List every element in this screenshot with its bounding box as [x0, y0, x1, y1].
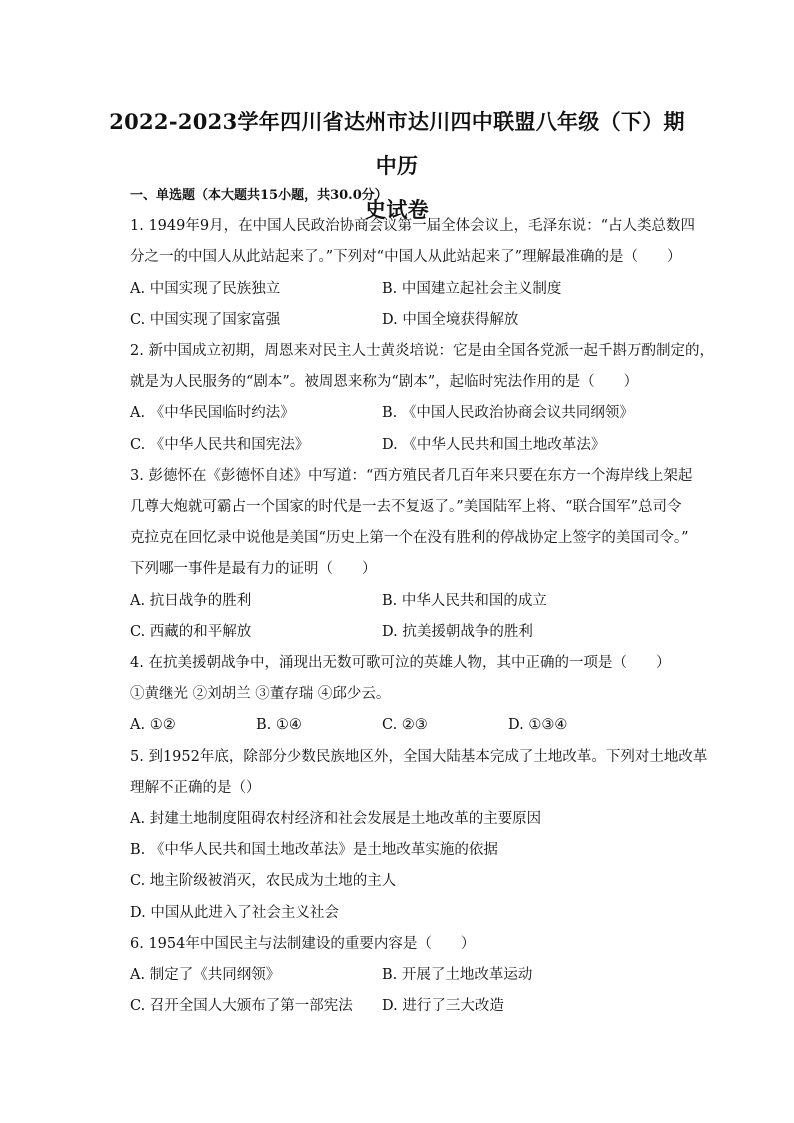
question-1-option-d: D. 中国全境获得解放	[382, 312, 519, 328]
question-4-option-d: D. ①③④	[508, 717, 568, 733]
question-4-option-c: C. ②③	[382, 717, 428, 733]
question-4-stem-line-2: ①黄继光 ②刘胡兰 ③董存瑞 ④邱少云。	[130, 686, 391, 702]
question-5-stem-line-2: 理解不正确的是（）	[130, 780, 261, 796]
question-3-option-c: C. 西藏的和平解放	[130, 624, 252, 640]
question-6-stem-line-1: 6. 1954年中国民主与法制建设的重要内容是（ ）	[130, 936, 476, 952]
page-title	[100, 100, 694, 232]
question-3-option-d: D. 抗美援朝战争的胜利	[382, 624, 533, 640]
question-6-option-d: D. 进行了三大改造	[382, 998, 504, 1014]
question-1-stem-line-1: 1. 1949年9月，在中国人民政治协商会议第一届全体会议上，毛泽东说：“占人类总数四	[130, 218, 695, 234]
question-1-option-b: B. 中国建立起社会主义制度	[382, 281, 562, 297]
question-5-option-a: A. 封建土地制度阻碍农村经济和社会发展是土地改革的主要原因	[130, 811, 542, 827]
question-3-stem-line-3: 克拉克在回忆录中说他是美国“历史上第一个在没有胜利的停战协定上签字的美国司令。”	[130, 530, 689, 546]
question-5-option-b: B. 《中华人民共和国土地改革法》是土地改革实施的依据	[130, 842, 498, 858]
question-5-option-c: C. 地主阶级被消灭，农民成为土地的主人	[130, 873, 397, 889]
question-5-option-d: D. 中国从此进入了社会主义社会	[130, 905, 339, 921]
question-6-option-a: A. 制定了《共同纲领》	[130, 967, 281, 983]
question-4-option-a: A. ①②	[130, 717, 176, 733]
section-header: 一、单选题（本大题共15小题，共30.0分）	[130, 188, 388, 203]
question-5-stem-line-1: 5. 到1952年底，除部分少数民族地区外，全国大陆基本完成了土地改革。下列对土地改革	[130, 749, 708, 765]
question-2-option-c: C. 《中华人民共和国宪法》	[130, 437, 310, 453]
question-2-stem-line-2: 就是为人民服务的“剧本”。被周恩来称为“剧本”，起临时宪法作用的是（ ）	[130, 374, 639, 390]
question-3-option-a: A. 抗日战争的胜利	[130, 593, 252, 609]
question-2-option-a: A. 《中华民国临时约法》	[130, 405, 295, 421]
question-2-stem-line-1: 2. 新中国成立初期，周恩来对民主人士黄炎培说：它是由全国各党派一起千斟万酌制定的，	[130, 343, 714, 359]
question-1-stem-line-2: 分之一的中国人从此站起来了。”下列对“中国人从此站起来了”理解最准确的是（ ）	[130, 249, 682, 265]
question-2-option-d: D. 《中华人民共和国土地改革法》	[382, 437, 606, 453]
title-line-2: 史试卷	[365, 197, 429, 222]
question-4-stem-line-1: 4. 在抗美援朝战争中，涌现出无数可歌可泣的英雄人物，其中正确的一项是（ ）	[130, 655, 671, 671]
title-line-1: 2022-2023学年四川省达州市达川四中联盟八年级（下）期中历	[109, 109, 685, 178]
question-3-stem-line-4: 下列哪一事件是最有力的证明（ ）	[130, 561, 377, 577]
question-6-option-c: C. 召开全国人大颁布了第一部宪法	[130, 998, 353, 1014]
question-4-option-b: B. ①④	[256, 717, 302, 733]
question-2-option-b: B. 《中国人民政治协商会议共同纲领》	[382, 405, 634, 421]
question-3-stem-line-2: 几尊大炮就可霸占一个国家的时代是一去不复返了。”美国陆军上将、“联合国军”总司令	[130, 499, 682, 515]
question-1-option-c: C. 中国实现了国家富强	[130, 312, 281, 328]
question-1-option-a: A. 中国实现了民族独立	[130, 281, 281, 297]
question-3-stem-line-1: 3. 彭德怀在《彭德怀自述》中写道：“西方殖民者几百年来只要在东方一个海岸线上架起	[130, 468, 693, 484]
question-3-option-b: B. 中华人民共和国的成立	[382, 593, 547, 609]
question-6-option-b: B. 开展了土地改革运动	[382, 967, 533, 983]
